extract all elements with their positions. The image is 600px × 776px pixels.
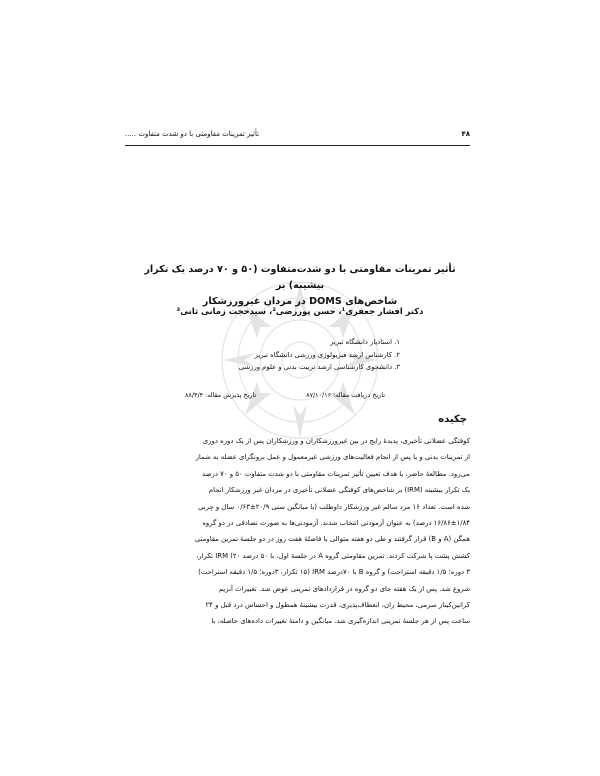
affiliation-1: ۱. استادیار دانشگاه تبریز <box>330 338 400 346</box>
abstract-line: شده است. تعداد ۱۶ مرد سالم غیر ورزشکار داوطلب (با میانگین سنی ۲۰/۹±۰/۶۳ سال و چربی <box>197 502 470 511</box>
affiliation-2: ۲. کارشناس ارشد فیزیولوژی ورزشی دانشگاه تبریز <box>254 350 400 359</box>
affiliation-3: ۳. دانشجوی کارشناسی ارشد تربیت بدنی و علوم ورزشی <box>238 363 400 371</box>
abstract-line: همگن (A و B) قرار گرفتند و طی دو هفته متوالی با فاصلهٔ هفت روز در دو جلسهٔ تمرین مقاومتی <box>194 535 470 544</box>
abstract-line: کراتین‌کیناز سرمی، محیط ران، انعطاف‌پذیری، قدرت بیشینهٔ همطول و احساس درد قبل و ۲۴ <box>205 600 470 609</box>
page-header <box>125 130 470 144</box>
abstract-line: ساعت پس از هر جلسهٔ تمرینی اندازه‌گیری شد. میانگین و دامنهٔ تغییرات داده‌های حاصله، با <box>211 617 470 626</box>
page-number: ۴۸ <box>461 130 470 138</box>
abstract-line: کشش پشت پا شرکت کردند. تمرین مقاومتی گروه A در جلسهٔ اول، با ۵۰ درصد IRM (۲۰ تکرار، <box>196 551 470 560</box>
running-title: تأثیر تمرینات مقاومتی با دو شدت متفاوت ..... <box>125 130 260 138</box>
abstract-line: کوفتگی عضلانی تأخیری، پدیدهٔ رایج در بین غیرورزشکاران و ورزشکاران پس از یک دوره دوری <box>202 437 470 445</box>
abstract-line: ۳ دوره؛ ۱/۵ دقیقه استراحت) و گروه B با ۷۰درصد IRM (۱۵ تکرار، ۳دوره؛ ۱/۵ دقیقه استراحت) <box>198 568 470 577</box>
abstract-line: از تمرینات بدنی و یا پس از انجام فعالیت‌های ورزشی غیرمعمول و عمل برونگرای عضله به شمار <box>195 453 470 462</box>
abstract-heading: چکیده <box>438 414 467 425</box>
affiliations <box>140 336 400 374</box>
received-date: تاریخ دریافت مقاله: ۸۷/۱۰/۱۶ <box>306 391 385 399</box>
accepted-date: تاریخ پذیرش مقاله: ۸۸/۴/۴ <box>185 391 257 399</box>
abstract-line: شروع شد. پس از یک هفته جای دو گروه در قراردادهای تمرینی عوض شد. تغییرات آنزیم <box>218 584 470 593</box>
abstract-line: ۱۶/۸۶±۱/۸۴ درصد) به عنوان آزمودنی انتخاب شدند. آزمودنی‌ها به صورت تصادفی در دو گروه <box>202 518 470 527</box>
author-list: دکتر افشار جعفری¹، حسن پوررضی²، سیدحجت زمانی ثانی³ <box>176 306 424 316</box>
title-line-1: تأثیر تمرینات مقاومتی با دو شدت‌متفاوت (۵۰ و ۷۰ درصد یک تکرار بیشینه) بر <box>144 264 456 291</box>
abstract-body <box>127 433 470 630</box>
article-title <box>130 262 470 310</box>
abstract-line: می‌رود. مطالعهٔ حاضر، با هدف تعیین تأثیر تمرینات مقاومتی با دو شدت متفاوت ۵۰ و ۷۰ درصد <box>202 469 470 478</box>
abstract-line: یک تکرار بیشینه (IRM) بر شاخص‌های کوفتگی عضلانی تأخیری در مردان غیر ورزشکار انجام <box>208 486 470 495</box>
header-rule <box>125 145 470 146</box>
title-line-2: شاخص‌های DOMS در مردان غیرورزشکار <box>202 296 398 307</box>
